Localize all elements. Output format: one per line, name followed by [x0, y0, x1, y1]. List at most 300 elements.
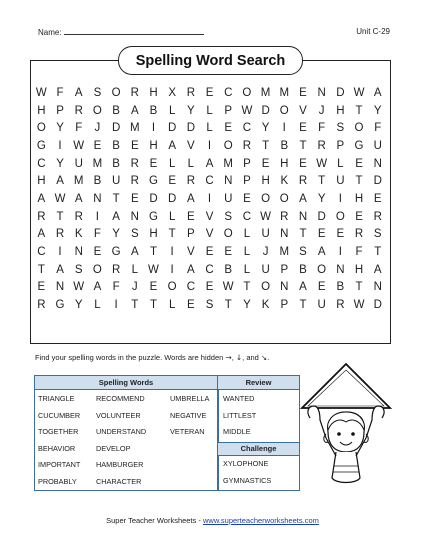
grid-letter: A [74, 86, 83, 99]
grid-letter: F [56, 86, 64, 99]
grid-letter: R [130, 157, 139, 170]
spelling-word: CHARACTER [96, 476, 142, 486]
grid-letter: H [37, 175, 46, 188]
grid-letter: O [167, 281, 177, 294]
grid-letter: E [130, 139, 139, 152]
grid-letter: N [373, 281, 382, 294]
instructions-period: . [267, 353, 270, 362]
spelling-word: VOLUNTEER [96, 410, 141, 420]
grid-letter: N [336, 263, 345, 276]
grid-letter: L [187, 157, 195, 170]
grid-letter: O [242, 86, 252, 99]
grid-letter: E [187, 299, 195, 312]
grid-letter: E [168, 175, 176, 188]
grid-letter: F [355, 246, 363, 259]
grid-letter: V [299, 104, 307, 117]
grid-letter: I [207, 192, 212, 205]
grid-letter: T [56, 210, 64, 223]
grid-letter: L [243, 228, 251, 241]
grid-letter: U [261, 228, 270, 241]
grid-letter: O [223, 139, 233, 152]
grid-row [32, 296, 387, 314]
grid-letter: O [36, 122, 46, 135]
grid-letter: T [355, 281, 363, 294]
grid-letter: L [168, 157, 176, 170]
grid-letter: W [73, 139, 85, 152]
spelling-word: BEHAVIOR [38, 443, 76, 453]
grid-letter: T [318, 175, 326, 188]
grid-letter: N [298, 210, 308, 223]
grid-letter: M [223, 157, 234, 170]
grid-letter: E [355, 210, 363, 223]
grid-letter: O [111, 86, 121, 99]
grid-letter: U [224, 192, 233, 205]
grid-letter: P [280, 299, 289, 312]
grid-letter: E [261, 157, 270, 170]
grid-letter: T [112, 192, 120, 205]
grid-letter: E [93, 246, 102, 259]
grid-letter: F [318, 122, 326, 135]
grid-letter: K [261, 299, 270, 312]
unit-label: Unit C-29 [356, 27, 390, 36]
arrow-right-icon: → [225, 353, 232, 362]
grid-letter: C [37, 157, 46, 170]
letter-grid [32, 84, 387, 314]
spelling-word: DEVELOP [96, 443, 131, 453]
grid-letter: W [260, 210, 272, 223]
grid-letter: D [373, 299, 382, 312]
footer-text: Super Teacher Worksheets - [106, 516, 203, 525]
grid-letter: T [224, 299, 232, 312]
grid-row [32, 208, 387, 226]
grid-letter: E [243, 192, 251, 205]
grid-letter: R [130, 86, 139, 99]
name-field [38, 27, 204, 37]
grid-row [32, 243, 387, 261]
grid-letter: H [37, 104, 46, 117]
grid-letter: A [37, 228, 46, 241]
grid-letter: T [374, 246, 382, 259]
grid-letter: Y [56, 122, 64, 135]
grid-letter: B [336, 281, 345, 294]
grid-letter: B [299, 263, 307, 276]
grid-letter: D [373, 175, 382, 188]
grid-letter: E [373, 192, 382, 205]
grid-letter: J [262, 246, 269, 259]
grid-letter: D [336, 86, 345, 99]
grid-letter: R [111, 263, 121, 276]
challenge-word: XYLOPHONE [223, 459, 269, 468]
grid-row [32, 190, 387, 208]
grid-letter: A [56, 263, 64, 276]
footer-link[interactable]: www.superteacherworksheets.com [202, 516, 319, 525]
grid-letter: I [114, 299, 118, 312]
grid-letter: G [148, 175, 158, 188]
grid-row [32, 102, 387, 120]
grid-letter: O [335, 210, 345, 223]
grid-letter: D [261, 104, 270, 117]
grid-letter: L [168, 210, 176, 223]
grid-letter: J [94, 122, 101, 135]
grid-letter: P [224, 104, 233, 117]
grid-letter: H [149, 228, 158, 241]
grid-row [32, 172, 387, 190]
grid-letter: Y [112, 228, 120, 241]
grid-letter: N [55, 281, 65, 294]
grid-letter: P [56, 104, 64, 117]
grid-letter: L [94, 299, 101, 312]
grid-letter: F [112, 281, 120, 294]
grid-letter: K [280, 175, 289, 188]
grid-letter: T [355, 104, 363, 117]
grid-letter: T [243, 281, 251, 294]
grid-letter: M [279, 246, 290, 259]
grid-letter: G [111, 246, 121, 259]
grid-letter: I [170, 263, 174, 276]
spelling-word: NEGATIVE [170, 410, 207, 420]
grid-letter: R [37, 299, 46, 312]
grid-letter: H [149, 139, 158, 152]
instructions [35, 353, 269, 362]
arrow-down-icon: ↓ [235, 353, 243, 362]
grid-letter: V [187, 246, 195, 259]
grid-letter: E [93, 139, 102, 152]
column-divider [217, 389, 219, 490]
spelling-word: CUCUMBER [38, 410, 81, 420]
grid-letter: E [299, 122, 307, 135]
grid-letter: D [111, 122, 121, 135]
grid-letter: E [299, 157, 307, 170]
spelling-word: RECOMMEND [96, 394, 145, 403]
grid-letter: L [131, 263, 138, 276]
grid-letter: T [149, 299, 157, 312]
challenge-header: Challenge [218, 442, 299, 456]
grid-letter: O [92, 104, 102, 117]
grid-letter: N [93, 192, 102, 205]
grid-letter: H [280, 157, 289, 170]
spelling-word: UNDERSTAND [96, 427, 147, 436]
grid-letter: A [317, 246, 326, 259]
grid-letter: D [317, 210, 326, 223]
grid-letter: E [205, 246, 214, 259]
spelling-word: PROBABLY [38, 476, 77, 486]
grid-letter: U [336, 175, 345, 188]
grid-letter: A [373, 86, 382, 99]
grid-letter: Y [243, 299, 251, 312]
grid-letter: N [130, 210, 139, 223]
grid-letter: E [224, 122, 233, 135]
review-word: LITTLEST [223, 410, 257, 420]
grid-letter: M [260, 86, 271, 99]
grid-letter: P [243, 157, 251, 170]
grid-letter: A [168, 139, 176, 152]
grid-letter: W [35, 86, 47, 99]
grid-letter: A [74, 192, 83, 205]
grid-letter: I [338, 246, 342, 259]
grid-letter: R [74, 210, 83, 223]
grid-letter: B [112, 104, 120, 117]
grid-letter: S [373, 228, 382, 241]
grid-letter: A [37, 192, 46, 205]
grid-letter: P [336, 139, 345, 152]
grid-letter: Y [74, 299, 83, 312]
grid-letter: H [336, 104, 345, 117]
grid-letter: T [355, 175, 363, 188]
grid-letter: U [111, 175, 121, 188]
grid-letter: M [129, 122, 140, 135]
grid-letter: F [93, 228, 101, 241]
grid-letter: I [95, 210, 99, 223]
grid-letter: W [316, 157, 328, 170]
instructions-text: Find your spelling words in the puzzle. Words are hidden [35, 353, 224, 362]
grid-letter: R [354, 228, 364, 241]
grid-letter: R [37, 210, 46, 223]
grid-letter: C [186, 281, 195, 294]
grid-letter: N [280, 228, 289, 241]
grid-letter: E [149, 157, 158, 170]
grid-letter: T [299, 139, 307, 152]
grid-letter: I [170, 246, 174, 259]
grid-letter: T [37, 263, 45, 276]
grid-letter: E [317, 228, 326, 241]
grid-letter: W [222, 281, 234, 294]
grid-letter: E [37, 281, 46, 294]
spelling-words-header: Spelling Words [35, 376, 218, 390]
grid-letter: N [373, 157, 382, 170]
spelling-word: VETERAN [170, 427, 205, 436]
grid-letter: O [92, 263, 102, 276]
grid-letter: B [112, 139, 120, 152]
grid-letter: H [354, 263, 364, 276]
instructions-and: , and [242, 353, 259, 362]
grid-letter: I [207, 139, 212, 152]
grid-letter: C [205, 263, 214, 276]
grid-letter: X [168, 86, 176, 99]
grid-letter: K [74, 228, 83, 241]
arrow-diagonal-icon: ↘ [260, 353, 268, 362]
grid-letter: U [317, 299, 326, 312]
grid-letter: T [168, 228, 176, 241]
grid-row [32, 279, 387, 297]
grid-letter: P [243, 175, 251, 188]
grid-letter: R [186, 175, 195, 188]
grid-letter: L [243, 246, 251, 259]
instructions-comma: , [231, 353, 234, 362]
grid-letter: W [241, 104, 253, 117]
grid-letter: W [353, 86, 365, 99]
spelling-word: TRIANGLE [38, 394, 75, 403]
grid-letter: N [280, 281, 289, 294]
grid-letter: D [168, 122, 177, 135]
grid-letter: W [54, 192, 66, 205]
page-title: Spelling Word Search [118, 46, 303, 75]
grid-letter: L [168, 104, 176, 117]
spelling-word: TOGETHER [38, 427, 79, 436]
grid-letter: Y [373, 104, 382, 117]
grid-letter: L [206, 104, 213, 117]
grid-letter: A [130, 104, 139, 117]
grid-letter: E [149, 281, 158, 294]
grid-letter: A [56, 175, 64, 188]
spelling-word: UMBRELLA [170, 394, 210, 403]
grid-letter: A [205, 157, 214, 170]
grid-letter: G [148, 210, 158, 223]
grid-letter: U [373, 139, 382, 152]
grid-letter: R [74, 104, 83, 117]
grid-letter: I [151, 122, 156, 135]
grid-letter: G [354, 139, 364, 152]
girl-holding-sign-illustration [296, 360, 396, 500]
grid-letter: F [374, 122, 382, 135]
grid-letter: H [149, 86, 158, 99]
grid-letter: E [317, 281, 326, 294]
grid-letter: W [148, 263, 159, 276]
grid-letter: T [131, 299, 139, 312]
grid-letter: J [131, 281, 138, 294]
grid-letter: R [280, 210, 289, 223]
grid-letter: G [36, 139, 46, 152]
grid-row [32, 226, 387, 244]
grid-letter: D [186, 122, 195, 135]
grid-letter: M [92, 157, 103, 170]
grid-letter: O [261, 192, 271, 205]
grid-letter: H [261, 175, 270, 188]
grid-letter: S [299, 246, 307, 259]
grid-letter: S [74, 263, 83, 276]
grid-letter: C [242, 210, 252, 223]
grid-letter: M [279, 86, 290, 99]
grid-letter: M [73, 175, 84, 188]
grid-letter: O [279, 192, 289, 205]
grid-row [32, 84, 387, 102]
grid-letter: I [282, 122, 286, 135]
name-label: Name: [38, 28, 62, 37]
grid-letter: G [55, 299, 65, 312]
grid-letter: D [168, 192, 177, 205]
grid-letter: O [317, 263, 327, 276]
grid-letter: T [299, 228, 307, 241]
grid-letter: H [354, 192, 364, 205]
grid-letter: R [373, 210, 382, 223]
grid-letter: A [130, 246, 139, 259]
grid-letter: F [75, 122, 83, 135]
grid-letter: B [280, 139, 289, 152]
grid-letter: S [224, 210, 233, 223]
grid-letter: A [187, 263, 195, 276]
grid-letter: A [93, 281, 102, 294]
grid-row [32, 137, 387, 155]
grid-letter: C [224, 86, 233, 99]
grid-letter: V [205, 228, 214, 241]
grid-letter: T [299, 299, 307, 312]
grid-letter: R [242, 139, 252, 152]
footer [0, 516, 425, 525]
grid-letter: S [205, 299, 214, 312]
grid-letter: R [55, 228, 65, 241]
spelling-word: HAMBURGER [96, 460, 144, 469]
word-list-box [34, 375, 300, 491]
grid-letter: R [186, 86, 195, 99]
grid-letter: C [205, 175, 214, 188]
grid-letter: V [187, 139, 195, 152]
grid-letter: R [298, 175, 308, 188]
challenge-word: GYMNASTICS [223, 476, 272, 485]
grid-letter: E [130, 192, 139, 205]
review-word: WANTED [223, 394, 255, 403]
grid-letter: T [149, 246, 157, 259]
grid-letter: S [93, 86, 102, 99]
grid-row [32, 119, 387, 137]
grid-letter: L [337, 157, 344, 170]
grid-letter: C [37, 246, 46, 259]
grid-letter: Y [56, 157, 64, 170]
grid-letter: O [279, 104, 289, 117]
grid-letter: A [299, 192, 307, 205]
grid-letter: E [299, 86, 307, 99]
grid-letter: P [187, 228, 195, 241]
grid-letter: I [338, 192, 342, 205]
grid-letter: L [168, 299, 176, 312]
grid-letter: N [74, 246, 83, 259]
grid-letter: O [223, 228, 233, 241]
grid-letter: A [299, 281, 307, 294]
grid-letter: L [243, 263, 251, 276]
grid-letter: B [112, 157, 120, 170]
grid-letter: T [262, 139, 270, 152]
grid-letter: U [261, 263, 270, 276]
grid-letter: A [373, 263, 382, 276]
grid-letter: J [318, 104, 325, 117]
grid-row [32, 155, 387, 173]
grid-letter: V [205, 210, 214, 223]
name-blank-line[interactable] [64, 27, 204, 35]
grid-letter: A [187, 192, 195, 205]
grid-letter: O [261, 281, 271, 294]
grid-letter: I [58, 246, 62, 259]
grid-letter: E [187, 210, 195, 223]
grid-letter: E [355, 157, 363, 170]
grid-letter: Y [261, 122, 270, 135]
grid-letter: R [317, 139, 326, 152]
grid-letter: E [205, 281, 214, 294]
grid-letter: B [93, 175, 102, 188]
grid-letter: B [224, 263, 233, 276]
grid-letter: E [336, 228, 345, 241]
grid-letter: E [224, 246, 233, 259]
grid-letter: A [112, 210, 120, 223]
grid-letter: S [130, 228, 139, 241]
grid-letter: B [149, 104, 158, 117]
review-header: Review [218, 376, 299, 390]
grid-letter: R [130, 175, 139, 188]
grid-letter: Y [317, 192, 326, 205]
grid-letter: O [354, 122, 364, 135]
grid-letter: Y [187, 104, 195, 117]
grid-letter: U [74, 157, 83, 170]
grid-letter: L [206, 122, 213, 135]
grid-letter: W [353, 299, 365, 312]
review-word: MIDDLE [223, 427, 251, 436]
grid-letter: E [205, 86, 214, 99]
grid-letter: R [336, 299, 345, 312]
grid-row [32, 261, 387, 279]
grid-letter: W [73, 281, 85, 294]
grid-letter: C [242, 122, 252, 135]
spelling-word: IMPORTANT [38, 460, 81, 469]
grid-letter: N [224, 175, 233, 188]
grid-letter: D [149, 192, 158, 205]
grid-letter: I [58, 139, 62, 152]
